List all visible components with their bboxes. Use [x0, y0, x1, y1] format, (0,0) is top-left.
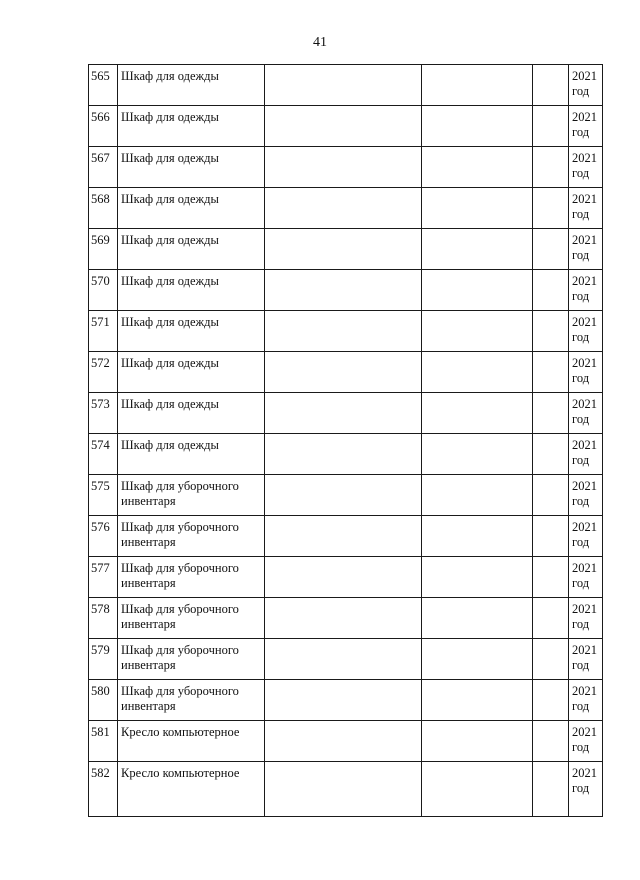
- year-value: 2021: [572, 643, 597, 657]
- empty-cell-c: [533, 352, 569, 393]
- year-cell: [569, 352, 603, 393]
- year-cell: [569, 762, 603, 817]
- table-row: [89, 639, 603, 680]
- year-value: 2021: [572, 151, 597, 165]
- row-number-cell: 567: [89, 147, 118, 188]
- empty-cell-c: [533, 65, 569, 106]
- year-unit: год: [572, 658, 590, 672]
- year-unit: год: [572, 207, 590, 221]
- table-row: [89, 311, 603, 352]
- year-value: 2021: [572, 479, 597, 493]
- table-row: [89, 147, 603, 188]
- item-name-cell: Шкаф для уборочного инвентаря: [118, 598, 265, 639]
- year-cell: [569, 680, 603, 721]
- row-number-cell: 566: [89, 106, 118, 147]
- item-name-cell: Шкаф для одежды: [118, 188, 265, 229]
- inventory-table-body: [89, 65, 603, 817]
- empty-cell-a: [265, 516, 422, 557]
- year-value: 2021: [572, 69, 597, 83]
- empty-cell-b: [422, 147, 533, 188]
- year-unit: год: [572, 371, 590, 385]
- empty-cell-c: [533, 680, 569, 721]
- empty-cell-c: [533, 270, 569, 311]
- empty-cell-a: [265, 147, 422, 188]
- empty-cell-b: [422, 639, 533, 680]
- year-cell: [569, 598, 603, 639]
- year-cell: [569, 721, 603, 762]
- empty-cell-a: [265, 393, 422, 434]
- item-name-cell: Шкаф для одежды: [118, 147, 265, 188]
- table-row: [89, 475, 603, 516]
- table-row: [89, 352, 603, 393]
- page-number: 41: [313, 35, 327, 50]
- year-value: 2021: [572, 561, 597, 575]
- empty-cell-c: [533, 516, 569, 557]
- year-cell: [569, 270, 603, 311]
- table-row: [89, 516, 603, 557]
- table-row: [89, 680, 603, 721]
- year-unit: год: [572, 781, 590, 795]
- year-unit: год: [572, 330, 590, 344]
- item-name-cell: Шкаф для уборочного инвентаря: [118, 680, 265, 721]
- empty-cell-a: [265, 762, 422, 817]
- empty-cell-b: [422, 229, 533, 270]
- year-cell: [569, 106, 603, 147]
- table-row: [89, 721, 603, 762]
- empty-cell-b: [422, 352, 533, 393]
- empty-cell-b: [422, 188, 533, 229]
- item-name-cell: Шкаф для одежды: [118, 65, 265, 106]
- item-name-cell: Шкаф для одежды: [118, 270, 265, 311]
- year-unit: год: [572, 166, 590, 180]
- empty-cell-a: [265, 721, 422, 762]
- table-row: [89, 106, 603, 147]
- row-number-cell: 571: [89, 311, 118, 352]
- empty-cell-c: [533, 106, 569, 147]
- row-number-cell: 572: [89, 352, 118, 393]
- empty-cell-a: [265, 106, 422, 147]
- year-cell: [569, 188, 603, 229]
- inventory-table: [88, 64, 603, 817]
- year-cell: [569, 65, 603, 106]
- year-value: 2021: [572, 356, 597, 370]
- empty-cell-c: [533, 598, 569, 639]
- row-number-cell: 578: [89, 598, 118, 639]
- year-value: 2021: [572, 274, 597, 288]
- row-number-cell: 565: [89, 65, 118, 106]
- year-cell: [569, 475, 603, 516]
- item-name-cell: Шкаф для одежды: [118, 106, 265, 147]
- year-cell: [569, 434, 603, 475]
- year-unit: год: [572, 699, 590, 713]
- empty-cell-a: [265, 311, 422, 352]
- empty-cell-c: [533, 393, 569, 434]
- empty-cell-c: [533, 188, 569, 229]
- row-number-cell: 580: [89, 680, 118, 721]
- table-row: [89, 434, 603, 475]
- year-unit: год: [572, 248, 590, 262]
- year-value: 2021: [572, 684, 597, 698]
- year-unit: год: [572, 84, 590, 98]
- year-cell: [569, 229, 603, 270]
- table-row: [89, 270, 603, 311]
- row-number-cell: 579: [89, 639, 118, 680]
- table-row: [89, 598, 603, 639]
- item-name-cell: Шкаф для одежды: [118, 434, 265, 475]
- empty-cell-c: [533, 762, 569, 817]
- empty-cell-a: [265, 434, 422, 475]
- year-cell: [569, 393, 603, 434]
- empty-cell-c: [533, 721, 569, 762]
- year-unit: год: [572, 453, 590, 467]
- empty-cell-b: [422, 106, 533, 147]
- empty-cell-b: [422, 270, 533, 311]
- row-number-cell: 568: [89, 188, 118, 229]
- year-value: 2021: [572, 602, 597, 616]
- empty-cell-b: [422, 721, 533, 762]
- year-value: 2021: [572, 233, 597, 247]
- table-row: [89, 229, 603, 270]
- table-row: [89, 393, 603, 434]
- year-cell: [569, 147, 603, 188]
- empty-cell-c: [533, 434, 569, 475]
- year-value: 2021: [572, 725, 597, 739]
- year-cell: [569, 557, 603, 598]
- item-name-cell: Кресло компьютерное: [118, 762, 265, 817]
- item-name-cell: Шкаф для одежды: [118, 311, 265, 352]
- empty-cell-a: [265, 229, 422, 270]
- empty-cell-b: [422, 598, 533, 639]
- row-number-cell: 575: [89, 475, 118, 516]
- year-value: 2021: [572, 397, 597, 411]
- year-value: 2021: [572, 110, 597, 124]
- empty-cell-b: [422, 475, 533, 516]
- year-cell: [569, 639, 603, 680]
- item-name-cell: Шкаф для одежды: [118, 393, 265, 434]
- year-unit: год: [572, 576, 590, 590]
- empty-cell-a: [265, 270, 422, 311]
- year-unit: год: [572, 740, 590, 754]
- year-value: 2021: [572, 192, 597, 206]
- item-name-cell: Шкаф для одежды: [118, 229, 265, 270]
- table-row: [89, 65, 603, 106]
- row-number-cell: 569: [89, 229, 118, 270]
- empty-cell-c: [533, 475, 569, 516]
- empty-cell-a: [265, 598, 422, 639]
- year-value: 2021: [572, 766, 597, 780]
- empty-cell-b: [422, 680, 533, 721]
- empty-cell-b: [422, 516, 533, 557]
- table-row: [89, 762, 603, 817]
- item-name-cell: Шкаф для уборочного инвентаря: [118, 516, 265, 557]
- item-name-cell: Шкаф для уборочного инвентаря: [118, 557, 265, 598]
- empty-cell-b: [422, 434, 533, 475]
- table-row: [89, 557, 603, 598]
- empty-cell-b: [422, 393, 533, 434]
- year-unit: год: [572, 289, 590, 303]
- row-number-cell: 576: [89, 516, 118, 557]
- year-unit: год: [572, 617, 590, 631]
- year-value: 2021: [572, 438, 597, 452]
- empty-cell-b: [422, 762, 533, 817]
- empty-cell-b: [422, 557, 533, 598]
- item-name-cell: Шкаф для одежды: [118, 352, 265, 393]
- year-cell: [569, 516, 603, 557]
- empty-cell-a: [265, 680, 422, 721]
- empty-cell-a: [265, 352, 422, 393]
- item-name-cell: Кресло компьютерное: [118, 721, 265, 762]
- year-value: 2021: [572, 520, 597, 534]
- row-number-cell: 570: [89, 270, 118, 311]
- empty-cell-a: [265, 557, 422, 598]
- empty-cell-a: [265, 639, 422, 680]
- item-name-cell: Шкаф для уборочного инвентаря: [118, 475, 265, 516]
- empty-cell-c: [533, 311, 569, 352]
- year-unit: год: [572, 125, 590, 139]
- item-name-cell: Шкаф для уборочного инвентаря: [118, 639, 265, 680]
- row-number-cell: 581: [89, 721, 118, 762]
- row-number-cell: 574: [89, 434, 118, 475]
- empty-cell-a: [265, 65, 422, 106]
- empty-cell-a: [265, 188, 422, 229]
- row-number-cell: 573: [89, 393, 118, 434]
- empty-cell-c: [533, 557, 569, 598]
- empty-cell-c: [533, 147, 569, 188]
- row-number-cell: 582: [89, 762, 118, 817]
- row-number-cell: 577: [89, 557, 118, 598]
- year-unit: год: [572, 535, 590, 549]
- empty-cell-b: [422, 65, 533, 106]
- empty-cell-c: [533, 639, 569, 680]
- year-cell: [569, 311, 603, 352]
- empty-cell-b: [422, 311, 533, 352]
- year-unit: год: [572, 494, 590, 508]
- empty-cell-c: [533, 229, 569, 270]
- year-unit: год: [572, 412, 590, 426]
- empty-cell-a: [265, 475, 422, 516]
- year-value: 2021: [572, 315, 597, 329]
- table-row: [89, 188, 603, 229]
